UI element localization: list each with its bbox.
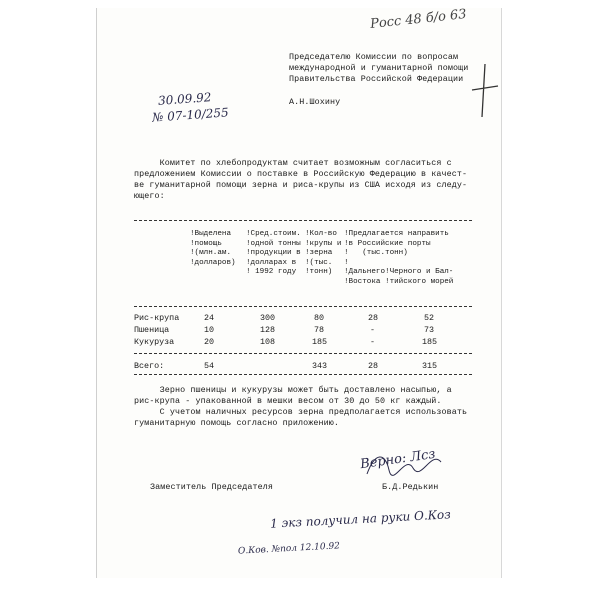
intro-line-2: предложением Комиссии о поставке в Российскую Федерацию в качест-	[134, 169, 468, 179]
table-total-rule	[134, 353, 472, 354]
row-black-baltic: 73	[424, 325, 435, 335]
signatory-name: Б.Д.Редькин	[382, 482, 439, 492]
row-avg: 300	[260, 313, 276, 323]
header-avg-cost: !Сред.стоим. !одной тонны !продукции в !долларах в ! 1992 году	[246, 230, 301, 277]
addressee-line-3: Правительства Российской Федерации	[289, 74, 464, 84]
table-row	[134, 337, 474, 348]
row-qty: 78	[314, 325, 325, 335]
table-row	[134, 313, 474, 324]
table-top-rule	[134, 220, 472, 221]
intro-line-3: ве гуманитарной помощи зерна и риса-крупы из США исходя из следу-	[134, 180, 468, 190]
row-far-east: 28	[368, 313, 379, 323]
row-far-east: -	[370, 337, 376, 347]
table-row	[134, 325, 474, 336]
table-bottom-rule	[134, 374, 472, 375]
addressee-name: А.Н.Шохину	[289, 97, 341, 107]
closing-line-4: гуманитарную помощь согласно приложению.	[134, 418, 340, 428]
margin-mark	[470, 62, 500, 122]
addressee-line-1: Председателю Комиссии по вопросам	[289, 52, 459, 62]
row-aid: 20	[204, 337, 215, 347]
signatory-title: Заместитель Председателя	[150, 482, 274, 492]
intro-line-4: ющего:	[134, 191, 165, 201]
row-qty: 185	[312, 337, 328, 347]
row-name: Кукуруза	[134, 337, 175, 347]
row-name: Пшеница	[134, 325, 170, 335]
addressee-line-2: международной и гуманитарной помощи	[289, 63, 469, 73]
row-black-baltic: 52	[424, 313, 435, 323]
row-qty: 80	[314, 313, 325, 323]
handwritten-receipt-note: 1 экз получил на руки О.Коз	[269, 507, 452, 531]
row-aid: 24	[204, 313, 215, 323]
total-name: Всего:	[134, 361, 165, 371]
header-ports: !Предлагается направить !в Российские порты ! (тыс.тонн) ! !Дальнего!Черного и Бал- !Востока !тийского морей	[344, 230, 454, 286]
handwritten-number: № 07-10/255	[151, 105, 230, 125]
closing-line-3: С учетом наличных ресурсов зерна предполагается использовать	[134, 407, 468, 417]
table-header-rule	[134, 306, 472, 307]
total-black-baltic: 315	[422, 361, 438, 371]
total-far-east: 28	[368, 361, 379, 371]
signature-flourish	[365, 448, 445, 478]
row-far-east: -	[370, 325, 376, 335]
closing-line-1: Зерно пшеницы и кукурузы может быть доставлено насыпью, а	[134, 385, 452, 395]
total-aid: 54	[204, 361, 215, 371]
row-name: Рис-крупа	[134, 313, 180, 323]
total-qty: 343	[312, 361, 328, 371]
header-quantity: !Кол-во !крупы и !зерна !(тыс. !тонн)	[305, 230, 342, 277]
handwritten-date: 30.09.92	[157, 90, 212, 108]
handwritten-certification: Верно: Лсз	[359, 446, 437, 473]
table-total-row	[134, 361, 474, 372]
handwritten-bottom-note: О.Ков. №пол 12.10.92	[237, 541, 341, 557]
handwritten-reference: Росс 48 б/о 63	[369, 6, 468, 33]
closing-line-2: рис-крупа - упакованной в мешки весом от 30 до 50 кг каждый.	[134, 396, 442, 406]
row-avg: 108	[260, 337, 276, 347]
header-aid: !Выделена !помощь !(млн.ам. !долларов)	[190, 230, 236, 267]
row-aid: 10	[204, 325, 215, 335]
row-black-baltic: 185	[422, 337, 438, 347]
row-avg: 128	[260, 325, 276, 335]
intro-line-1: Комитет по хлебопродуктам считает возможным согласиться с	[134, 158, 452, 168]
